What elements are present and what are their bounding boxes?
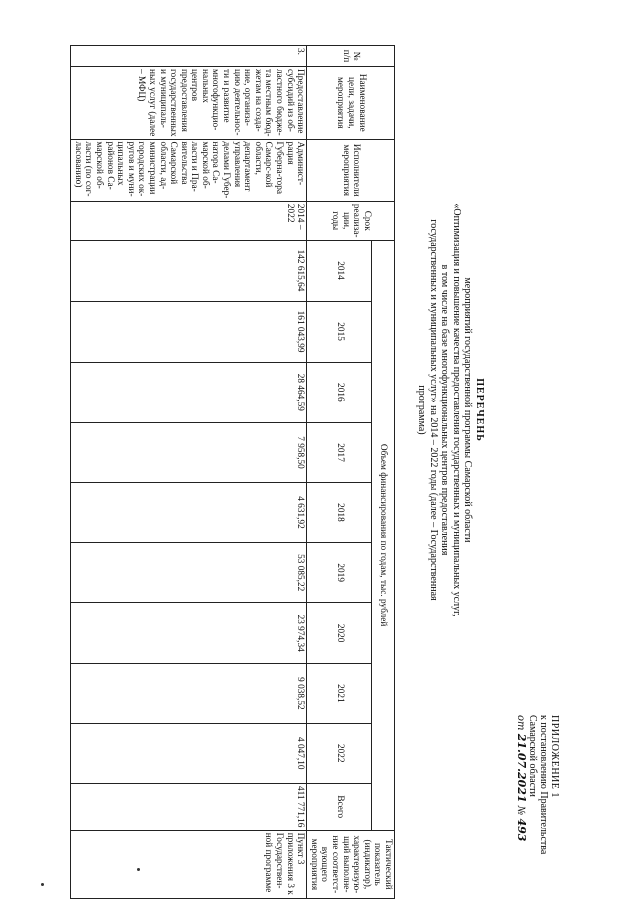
table-row (71, 46, 307, 899)
header-year: 2019 (307, 542, 372, 602)
document-heading (416, 200, 485, 620)
header-year: 2014 (307, 240, 372, 301)
handwritten-date: 21.07.2021 (515, 733, 528, 803)
header-total: Всего (307, 783, 372, 830)
appendix-line-2: Самарской области (527, 715, 538, 797)
measures-table (70, 45, 395, 899)
heading-line-4: государственных и муниципальных услуг» на 2014 – 2022 годы (далее – Государственная программа) (416, 219, 439, 601)
row-executor: Админист-рация Губерна-тора Самарс-кой области, департамент управления делами Губер-натора Са-марской об-ласти и Пра-вительства Самарской области, ад-министрации городских ок-ругов и муни-ципальных районов Са-марской об-ласти (по сог-ласованию) (71, 139, 307, 201)
header-year: 2016 (307, 362, 372, 422)
row-term: 2014 – 2022 (71, 201, 307, 240)
header-funding: Объем финансирования по годам, тыс. рублей (372, 240, 395, 830)
scan-speck (137, 868, 140, 871)
row-num: 3. (71, 46, 307, 67)
heading-title: ПЕРЕЧЕНЬ (474, 378, 485, 442)
row-name: Предоставление субсидий из об-ластного бюдже-та местным бюд-жетам на созда-ние, организа-цию деятельнос-ти и развитие многофункцио-нальных центров предоставления государственных и муниципаль-ных услуг (далее – МФЦ) (71, 67, 307, 140)
row-total: 411 771,16 (71, 783, 307, 830)
row-value: 53 085,22 (71, 542, 307, 602)
date-prefix: от (515, 715, 526, 731)
header-year: 2021 (307, 663, 372, 723)
row-value: 161 043,99 (71, 301, 307, 362)
header-term: Срок реализа-ции, годы (307, 201, 395, 240)
header-year: 2020 (307, 603, 372, 663)
header-name: Наименование цели, задачи, мероприятия (307, 67, 395, 140)
handwritten-number: 493 (515, 818, 528, 842)
scan-speck (41, 883, 44, 886)
appendix-line-1: к постановлению Правительства (538, 715, 549, 855)
header-year: 2022 (307, 723, 372, 783)
header-year: 2015 (307, 301, 372, 362)
row-value: 28 464,59 (71, 362, 307, 422)
row-value: 4 631,92 (71, 483, 307, 543)
row-value: 142 615,64 (71, 240, 307, 301)
appendix-date-line (515, 715, 527, 875)
heading-line-3: в том числе на базе многофункциональных центров предоставления (439, 264, 451, 556)
appendix-block (515, 715, 560, 875)
row-value: 4 047,10 (71, 723, 307, 783)
header-year: 2018 (307, 483, 372, 543)
heading-line-2: «Оптимизация и повышение качества предоставления государственных и муниципальных услуг, (451, 203, 462, 617)
row-value: 7 958,50 (71, 423, 307, 483)
header-executor: Исполнители мероприятия (307, 139, 395, 201)
header-year: 2017 (307, 423, 372, 483)
header-num: № п/п (307, 46, 395, 67)
number-prefix: № (515, 805, 526, 816)
table-header-row (372, 46, 395, 899)
appendix-title: ПРИЛОЖЕНИЕ 1 (549, 715, 560, 798)
row-value: 9 038,52 (71, 663, 307, 723)
row-value: 23 974,34 (71, 603, 307, 663)
header-indicator: Тактический показатель (индикатор), характеризую-щий выполне-ние соответст-вующего мероприятия (307, 830, 395, 898)
row-indicator: Пункт 3 приложения 3 к Государствен-ной программе (71, 830, 307, 898)
heading-line-1: мероприятий государственной программы Самарской области (462, 277, 474, 543)
